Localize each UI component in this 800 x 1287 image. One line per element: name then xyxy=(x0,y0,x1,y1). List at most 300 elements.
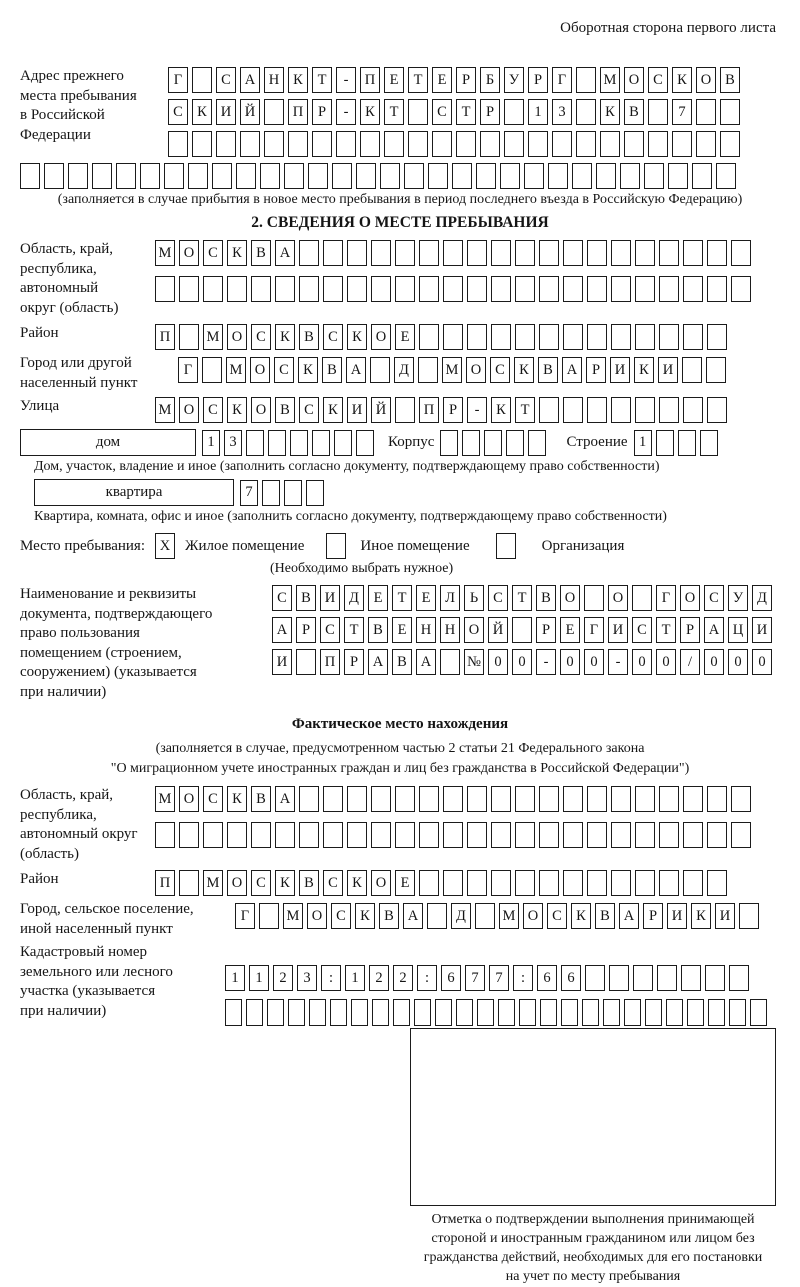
char-box: Й xyxy=(240,99,260,125)
char-box xyxy=(683,786,703,812)
text-line: стороной и иностранным гражданином или лицом без xyxy=(431,1231,755,1247)
place-option-label-residential: Жилое помещение xyxy=(185,537,305,554)
char-box xyxy=(585,965,605,991)
char-box: 1 xyxy=(249,965,269,991)
char-box: И xyxy=(272,649,292,675)
char-box: С xyxy=(432,99,452,125)
char-box: Р xyxy=(528,67,548,93)
char-box xyxy=(480,131,500,157)
char-box: С xyxy=(299,397,319,423)
char-box xyxy=(347,276,367,302)
document-row-1 xyxy=(272,585,772,611)
char-box xyxy=(672,131,692,157)
char-box xyxy=(428,163,448,189)
char-box xyxy=(419,786,439,812)
char-box xyxy=(515,822,535,848)
char-box xyxy=(587,397,607,423)
char-box xyxy=(539,397,559,423)
prev-address-row-1 xyxy=(168,67,740,93)
char-box xyxy=(356,163,376,189)
char-box: 3 xyxy=(224,430,242,456)
char-box xyxy=(648,131,668,157)
text-line: автономный округ xyxy=(20,826,138,843)
char-box xyxy=(372,999,389,1026)
text-line: сооружением) (указывается xyxy=(20,664,197,680)
actual-district-block xyxy=(20,870,780,896)
document-row-2 xyxy=(272,617,772,643)
char-box: 6 xyxy=(537,965,557,991)
char-box: С xyxy=(490,357,510,383)
char-box: : xyxy=(417,965,437,991)
text-line: помещением (строением, xyxy=(20,644,182,661)
char-box xyxy=(443,240,463,266)
place-type-block xyxy=(20,533,780,559)
char-box xyxy=(380,163,400,189)
char-box xyxy=(683,324,703,350)
char-box xyxy=(491,870,511,896)
region-label xyxy=(20,240,155,318)
char-box: Г xyxy=(656,585,676,611)
char-box: С xyxy=(648,67,668,93)
apartment-row xyxy=(240,480,324,506)
char-box xyxy=(371,240,391,266)
char-box xyxy=(393,999,410,1026)
char-box: С xyxy=(251,324,271,350)
char-box xyxy=(440,649,460,675)
char-box xyxy=(596,163,616,189)
char-box xyxy=(683,822,703,848)
char-box xyxy=(491,276,511,302)
char-box: Б xyxy=(480,67,500,93)
char-box xyxy=(624,999,641,1026)
char-box xyxy=(539,786,559,812)
char-box xyxy=(539,240,559,266)
char-box xyxy=(519,999,536,1026)
char-box: 7 xyxy=(465,965,485,991)
char-box xyxy=(504,131,524,157)
char-box xyxy=(563,324,583,350)
char-box xyxy=(678,430,696,456)
char-box: / xyxy=(680,649,700,675)
stroenie-label: Строение xyxy=(566,434,628,450)
char-box: П xyxy=(419,397,439,423)
char-box xyxy=(299,786,319,812)
char-box: С xyxy=(203,240,223,266)
char-box xyxy=(498,999,515,1026)
char-box: П xyxy=(288,99,308,125)
char-box xyxy=(264,131,284,157)
char-box xyxy=(515,324,535,350)
char-box xyxy=(155,822,175,848)
text-line: участка (указывается xyxy=(20,983,156,1000)
apartment-note: Квартира, комната, офис и иное (заполнить согласно документу, подтверждающему право собственности) xyxy=(34,509,667,524)
char-box: - xyxy=(467,397,487,423)
char-box xyxy=(603,999,620,1026)
text-line: "О миграционном учете иностранных граждан и лиц без гражданства в Российской Федерации") xyxy=(110,760,690,776)
char-box: А xyxy=(403,903,423,929)
char-box xyxy=(116,163,136,189)
char-box: О xyxy=(179,240,199,266)
char-box xyxy=(323,786,343,812)
char-box: К xyxy=(514,357,534,383)
char-box xyxy=(419,240,439,266)
char-box: Р xyxy=(456,67,476,93)
char-box: С xyxy=(272,585,292,611)
text-line: (заполняется в случае, предусмотренном частью 2 статьи 21 Федерального закона xyxy=(155,741,645,756)
char-box: № xyxy=(464,649,484,675)
char-box: К xyxy=(288,67,308,93)
char-box xyxy=(582,999,599,1026)
char-box: О xyxy=(696,67,716,93)
char-box: Е xyxy=(416,585,436,611)
char-box: В xyxy=(595,903,615,929)
char-box: Т xyxy=(312,67,332,93)
char-box: В xyxy=(624,99,644,125)
char-box xyxy=(419,276,439,302)
char-box xyxy=(705,965,725,991)
char-box: 7 xyxy=(489,965,509,991)
char-box xyxy=(707,240,727,266)
actual-city-row xyxy=(235,903,759,929)
char-box: К xyxy=(634,357,654,383)
prev-address-row-2 xyxy=(168,99,740,125)
char-box xyxy=(323,822,343,848)
char-box: Ь xyxy=(464,585,484,611)
char-box xyxy=(552,131,572,157)
char-box xyxy=(515,870,535,896)
char-box: Р xyxy=(312,99,332,125)
char-box: С xyxy=(168,99,188,125)
char-box: С xyxy=(323,870,343,896)
char-box xyxy=(246,999,263,1026)
char-box: Р xyxy=(480,99,500,125)
char-box xyxy=(707,870,727,896)
text-line: Город, сельское поселение, xyxy=(20,901,194,918)
char-box: С xyxy=(323,324,343,350)
char-box xyxy=(504,99,524,125)
char-box xyxy=(539,276,559,302)
char-box: 7 xyxy=(240,480,258,506)
char-box xyxy=(668,163,688,189)
text-line: Адрес прежнего xyxy=(20,68,124,84)
apartment-box: квартира xyxy=(34,479,234,506)
char-box xyxy=(443,822,463,848)
char-box xyxy=(168,131,188,157)
stroenie-row xyxy=(634,430,718,456)
char-box: 0 xyxy=(488,649,508,675)
char-box: Т xyxy=(456,99,476,125)
region-block xyxy=(20,240,780,318)
char-box: С xyxy=(632,617,652,643)
char-box: С xyxy=(488,585,508,611)
apartment-block xyxy=(34,479,780,506)
char-box: 1 xyxy=(345,965,365,991)
char-box: М xyxy=(600,67,620,93)
char-box: Т xyxy=(384,99,404,125)
char-box: О xyxy=(307,903,327,929)
char-box: Т xyxy=(392,585,412,611)
char-box: 0 xyxy=(752,649,772,675)
text-line: гражданства действий, необходимых для его постановки xyxy=(423,1249,763,1265)
char-box: Р xyxy=(443,397,463,423)
char-box xyxy=(216,131,236,157)
char-box xyxy=(515,276,535,302)
char-box xyxy=(707,276,727,302)
cadastral-block xyxy=(20,943,780,1026)
text-line: при наличии) xyxy=(20,1002,107,1019)
char-box: 2 xyxy=(273,965,293,991)
char-box: К xyxy=(298,357,318,383)
char-box xyxy=(312,131,332,157)
actual-region-block xyxy=(20,786,780,864)
char-box: С xyxy=(704,585,724,611)
char-box xyxy=(648,99,668,125)
char-box xyxy=(435,999,452,1026)
korpus-label: Корпус xyxy=(388,434,435,450)
char-box xyxy=(731,786,751,812)
prev-address-label xyxy=(20,67,168,145)
char-box xyxy=(657,965,677,991)
char-box xyxy=(395,786,415,812)
house-number-row xyxy=(202,430,374,456)
street-row xyxy=(155,397,727,423)
char-box: А xyxy=(416,649,436,675)
char-box xyxy=(290,430,308,456)
char-box xyxy=(587,786,607,812)
char-box: О xyxy=(250,357,270,383)
char-box xyxy=(443,870,463,896)
char-box xyxy=(540,999,557,1026)
actual-location-title: Фактическое место нахождения xyxy=(291,716,509,732)
actual-region-row-1 xyxy=(155,786,751,812)
char-box xyxy=(432,131,452,157)
char-box xyxy=(633,965,653,991)
char-box xyxy=(707,324,727,350)
char-box xyxy=(611,240,631,266)
char-box xyxy=(611,822,631,848)
char-box xyxy=(635,870,655,896)
char-box: У xyxy=(504,67,524,93)
char-box: С xyxy=(547,903,567,929)
char-box: Й xyxy=(371,397,391,423)
char-box: В xyxy=(299,324,319,350)
char-box xyxy=(260,163,280,189)
text-line: места пребывания xyxy=(20,87,137,104)
char-box: Е xyxy=(395,324,415,350)
char-box: Е xyxy=(560,617,580,643)
char-box: С xyxy=(203,786,223,812)
char-box xyxy=(414,999,431,1026)
char-box xyxy=(92,163,112,189)
char-box: Н xyxy=(416,617,436,643)
char-box xyxy=(284,480,302,506)
char-box: К xyxy=(347,324,367,350)
char-box xyxy=(140,163,160,189)
char-box: П xyxy=(155,324,175,350)
char-box xyxy=(203,822,223,848)
char-box: Т xyxy=(344,617,364,643)
char-box xyxy=(476,163,496,189)
char-box: В xyxy=(322,357,342,383)
char-box xyxy=(707,786,727,812)
char-box xyxy=(202,357,222,383)
char-box: В xyxy=(251,786,271,812)
cadastral-row-1 xyxy=(225,965,767,991)
char-box: 2 xyxy=(393,965,413,991)
char-box xyxy=(683,397,703,423)
char-box xyxy=(587,324,607,350)
char-box xyxy=(539,870,559,896)
city-block xyxy=(20,354,780,393)
place-option-label-organization: Организация xyxy=(541,537,625,554)
char-box: К xyxy=(227,786,247,812)
char-box xyxy=(739,903,759,929)
char-box xyxy=(696,99,716,125)
char-box xyxy=(259,903,279,929)
char-box: С xyxy=(320,617,340,643)
char-box xyxy=(609,965,629,991)
char-box xyxy=(330,999,347,1026)
char-box: Р xyxy=(643,903,663,929)
text-line: автономный xyxy=(20,280,99,296)
char-box xyxy=(347,822,367,848)
text-line: республика, xyxy=(20,260,97,277)
char-box xyxy=(729,999,746,1026)
char-box: - xyxy=(536,649,556,675)
char-box: Т xyxy=(408,67,428,93)
char-box xyxy=(576,99,596,125)
char-box xyxy=(179,822,199,848)
char-box xyxy=(336,131,356,157)
char-box xyxy=(750,999,767,1026)
char-box: 2 xyxy=(369,965,389,991)
char-box xyxy=(275,276,295,302)
text-line: республика, xyxy=(20,806,97,823)
char-box: А xyxy=(368,649,388,675)
char-box: 6 xyxy=(561,965,581,991)
char-box xyxy=(192,67,212,93)
char-box xyxy=(371,822,391,848)
char-box xyxy=(427,903,447,929)
char-box: 1 xyxy=(528,99,548,125)
place-type-label: Место пребывания: xyxy=(20,537,145,554)
char-box: 0 xyxy=(704,649,724,675)
char-box: И xyxy=(752,617,772,643)
char-box xyxy=(246,430,264,456)
char-box xyxy=(576,67,596,93)
char-box xyxy=(620,163,640,189)
char-box xyxy=(561,999,578,1026)
char-box xyxy=(659,870,679,896)
char-box: Е xyxy=(384,67,404,93)
char-box xyxy=(306,480,324,506)
char-box: Г xyxy=(168,67,188,93)
char-box: Ц xyxy=(728,617,748,643)
char-box xyxy=(584,585,604,611)
char-box: И xyxy=(610,357,630,383)
char-box xyxy=(656,430,674,456)
char-box xyxy=(227,276,247,302)
char-box xyxy=(692,163,712,189)
char-box xyxy=(500,163,520,189)
city-row xyxy=(178,357,726,383)
char-box: К xyxy=(600,99,620,125)
char-box xyxy=(467,240,487,266)
char-box xyxy=(587,276,607,302)
char-box: Д xyxy=(752,585,772,611)
text-line: право пользования xyxy=(20,625,140,641)
char-box xyxy=(731,822,751,848)
char-box: А xyxy=(619,903,639,929)
char-box xyxy=(360,131,380,157)
char-box xyxy=(288,131,308,157)
char-box xyxy=(720,131,740,157)
char-box xyxy=(696,131,716,157)
char-box: Р xyxy=(344,649,364,675)
char-box xyxy=(467,822,487,848)
stamp-box xyxy=(410,1028,776,1206)
char-box xyxy=(155,276,175,302)
char-box xyxy=(477,999,494,1026)
char-box xyxy=(408,99,428,125)
char-box: Н xyxy=(440,617,460,643)
char-box: В xyxy=(251,240,271,266)
char-box xyxy=(351,999,368,1026)
text-line: (область) xyxy=(20,845,79,862)
char-box xyxy=(524,163,544,189)
char-box xyxy=(683,276,703,302)
house-note: Дом, участок, владение и иное (заполнить согласно документу, подтверждающему право собственности) xyxy=(34,459,660,474)
char-box: К xyxy=(227,240,247,266)
text-line: Отметка о подтверждении выполнения принимающей xyxy=(431,1212,755,1228)
region-row-1 xyxy=(155,240,751,266)
char-box xyxy=(659,240,679,266)
char-box: Е xyxy=(392,617,412,643)
char-box: К xyxy=(491,397,511,423)
char-box xyxy=(475,903,495,929)
char-box: 1 xyxy=(634,430,652,456)
char-box: С xyxy=(274,357,294,383)
char-box xyxy=(296,649,316,675)
char-box: 6 xyxy=(441,965,461,991)
char-box: М xyxy=(226,357,246,383)
char-box: А xyxy=(346,357,366,383)
char-box: К xyxy=(360,99,380,125)
char-box xyxy=(635,324,655,350)
char-box xyxy=(404,163,424,189)
char-box: У xyxy=(728,585,748,611)
char-box xyxy=(395,240,415,266)
char-box xyxy=(264,99,284,125)
char-box xyxy=(262,480,280,506)
char-box xyxy=(284,163,304,189)
char-box xyxy=(539,822,559,848)
char-box: М xyxy=(203,324,223,350)
char-box: О xyxy=(560,585,580,611)
char-box: - xyxy=(608,649,628,675)
char-box: Р xyxy=(296,617,316,643)
district-block xyxy=(20,324,780,350)
char-box xyxy=(395,397,415,423)
char-box xyxy=(299,240,319,266)
char-box xyxy=(467,324,487,350)
char-box xyxy=(611,786,631,812)
char-box xyxy=(370,357,390,383)
char-box xyxy=(572,163,592,189)
char-box: Г xyxy=(235,903,255,929)
char-box xyxy=(268,430,286,456)
char-box: Д xyxy=(394,357,414,383)
